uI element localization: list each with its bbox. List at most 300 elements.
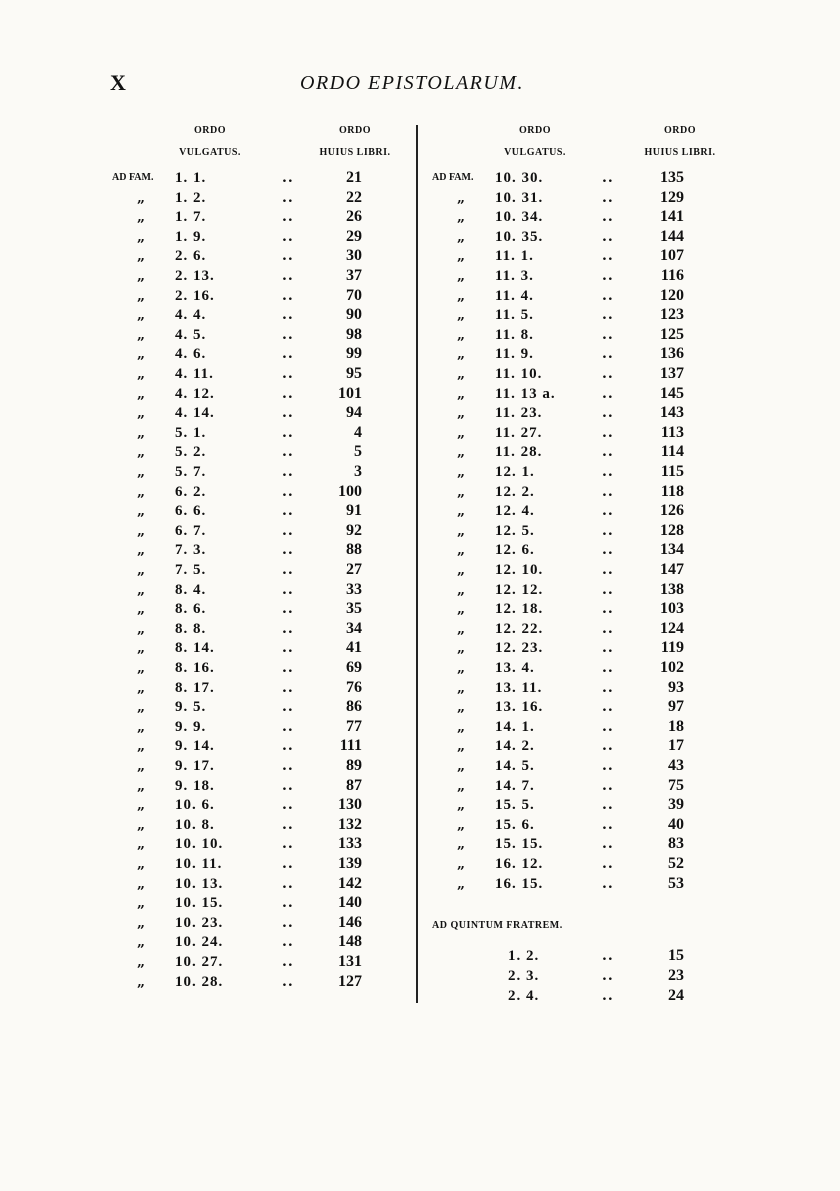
vulgatus-ref: 10. 8. bbox=[175, 816, 215, 833]
ditto-mark: „ bbox=[457, 718, 466, 735]
libri-number: 120 bbox=[660, 286, 684, 304]
leader-dots: .. bbox=[602, 948, 614, 964]
leader-dots: .. bbox=[602, 170, 614, 186]
libri-number: 23 bbox=[668, 967, 684, 984]
leader-dots: .. bbox=[282, 914, 294, 931]
vulgatus-ref: 2. 16. bbox=[175, 287, 215, 304]
ditto-mark: „ bbox=[457, 444, 466, 461]
table-row bbox=[112, 442, 472, 462]
vulgatus-ref: 5. 7. bbox=[175, 464, 207, 480]
leader-dots: .. bbox=[602, 836, 614, 853]
libri-number: 127 bbox=[338, 972, 362, 990]
ditto-mark: „ bbox=[137, 464, 146, 480]
table-row bbox=[432, 344, 792, 364]
left-head-libri-line2: HUIUS LIBRI. bbox=[319, 147, 391, 158]
table-row bbox=[112, 501, 472, 521]
vulgatus-ref: 11. 13 a. bbox=[495, 385, 556, 402]
leader-dots: .. bbox=[282, 307, 294, 324]
table-row bbox=[432, 207, 792, 227]
vulgatus-ref: 9. 5. bbox=[175, 699, 207, 716]
leader-dots: .. bbox=[282, 797, 294, 814]
libri-number: 147 bbox=[660, 561, 684, 578]
libri-number: 37 bbox=[346, 267, 362, 284]
libri-number: 95 bbox=[346, 365, 362, 382]
libri-number: 102 bbox=[660, 659, 684, 676]
ditto-mark: „ bbox=[457, 797, 466, 814]
leader-dots: .. bbox=[282, 170, 294, 186]
leader-dots: .. bbox=[602, 718, 614, 735]
table-row bbox=[112, 932, 472, 952]
leader-dots: .. bbox=[602, 189, 614, 206]
vulgatus-ref: 2. 13. bbox=[175, 268, 215, 284]
vulgatus-ref: 15. 5. bbox=[495, 797, 535, 814]
vulgatus-ref: 1. 2. bbox=[175, 189, 207, 206]
libri-number: 15 bbox=[668, 947, 684, 964]
table-row bbox=[432, 854, 792, 874]
ditto-mark: „ bbox=[457, 483, 466, 500]
ditto-mark: „ bbox=[457, 424, 466, 441]
table-row bbox=[432, 540, 792, 560]
leader-dots: .. bbox=[282, 836, 294, 853]
libri-number: 39 bbox=[668, 796, 684, 814]
vulgatus-ref: 11. 27. bbox=[495, 424, 543, 441]
vulgatus-ref: 10. 13. bbox=[175, 875, 224, 892]
ditto-mark: „ bbox=[457, 581, 466, 598]
libri-number: 137 bbox=[660, 365, 684, 382]
libri-number: 145 bbox=[660, 384, 684, 402]
libri-number: 53 bbox=[668, 874, 684, 892]
libri-number: 123 bbox=[660, 306, 684, 324]
vulgatus-ref: 12. 23. bbox=[495, 640, 544, 657]
ditto-mark: „ bbox=[137, 777, 146, 794]
leader-dots: .. bbox=[602, 856, 614, 872]
table-row bbox=[112, 795, 472, 815]
table-row bbox=[432, 325, 792, 345]
vulgatus-ref: 10. 6. bbox=[175, 797, 215, 814]
libri-number: 27 bbox=[346, 561, 362, 578]
ditto-mark: „ bbox=[137, 287, 146, 304]
vulgatus-ref: 13. 16. bbox=[495, 699, 544, 716]
leader-dots: .. bbox=[602, 248, 614, 265]
table-row bbox=[432, 697, 792, 717]
libri-number: 93 bbox=[668, 678, 684, 696]
vulgatus-ref: 10. 34. bbox=[495, 209, 544, 226]
libri-number: 75 bbox=[668, 776, 684, 794]
ditto-mark: „ bbox=[457, 699, 466, 716]
ditto-mark: „ bbox=[457, 503, 466, 520]
libri-number: 139 bbox=[338, 855, 362, 872]
leader-dots: .. bbox=[282, 483, 294, 500]
table-row bbox=[432, 364, 792, 384]
leader-dots: .. bbox=[282, 248, 294, 265]
table-row bbox=[112, 736, 472, 756]
leader-dots: .. bbox=[282, 973, 294, 990]
table-row bbox=[112, 188, 472, 208]
table-row bbox=[432, 423, 792, 443]
libri-number: 131 bbox=[338, 953, 362, 970]
libri-number: 125 bbox=[660, 325, 684, 343]
libri-number: 26 bbox=[346, 208, 362, 226]
libri-number: 86 bbox=[346, 698, 362, 716]
libri-number: 138 bbox=[660, 580, 684, 598]
leader-dots: .. bbox=[602, 581, 614, 598]
vulgatus-ref: 14. 2. bbox=[495, 738, 535, 755]
vulgatus-ref: 12. 12. bbox=[495, 581, 544, 598]
libri-number: 98 bbox=[346, 325, 362, 343]
ditto-mark: „ bbox=[137, 973, 146, 990]
table-row bbox=[432, 521, 792, 541]
ditto-mark: „ bbox=[457, 346, 466, 363]
leader-dots: .. bbox=[602, 601, 614, 618]
ditto-mark: „ bbox=[137, 738, 146, 755]
table-row bbox=[432, 266, 792, 286]
leader-dots: .. bbox=[602, 464, 614, 480]
table-row bbox=[432, 442, 792, 462]
leader-dots: .. bbox=[282, 385, 294, 402]
libri-number: 135 bbox=[660, 169, 684, 186]
ditto-mark: „ bbox=[137, 268, 146, 284]
vulgatus-ref: 4. 12. bbox=[175, 385, 215, 402]
vulgatus-ref: 8. 8. bbox=[175, 620, 207, 637]
ditto-mark: „ bbox=[457, 777, 466, 794]
table-row bbox=[112, 697, 472, 717]
ditto-mark: „ bbox=[137, 542, 146, 559]
leader-dots: .. bbox=[282, 777, 294, 794]
leader-dots: .. bbox=[282, 562, 294, 578]
vulgatus-ref: 13. 11. bbox=[495, 679, 543, 696]
leader-dots: .. bbox=[282, 934, 294, 951]
leader-dots: .. bbox=[602, 209, 614, 226]
table-row bbox=[432, 946, 792, 966]
leader-dots: .. bbox=[282, 287, 294, 304]
ditto-mark: „ bbox=[137, 660, 146, 676]
vulgatus-ref: 12. 5. bbox=[495, 522, 535, 539]
vulgatus-ref: 8. 14. bbox=[175, 640, 215, 657]
right-head-libri bbox=[625, 120, 735, 164]
leader-dots: .. bbox=[282, 522, 294, 539]
ditto-mark: „ bbox=[137, 444, 146, 461]
table-row bbox=[112, 344, 472, 364]
ditto-mark: „ bbox=[137, 346, 146, 363]
vulgatus-ref: 11. 3. bbox=[495, 268, 534, 284]
leader-dots: .. bbox=[282, 738, 294, 755]
libri-number: 126 bbox=[660, 502, 684, 520]
leader-dots: .. bbox=[602, 483, 614, 500]
leader-dots: .. bbox=[602, 287, 614, 304]
vulgatus-ref: 4. 14. bbox=[175, 405, 215, 422]
table-row bbox=[112, 462, 472, 482]
vulgatus-ref: 9. 14. bbox=[175, 738, 215, 755]
libri-number: 52 bbox=[668, 855, 684, 872]
table-row bbox=[112, 619, 472, 639]
libri-number: 113 bbox=[660, 423, 684, 441]
leader-dots: .. bbox=[282, 620, 294, 637]
vulgatus-ref: 11. 1. bbox=[495, 248, 534, 265]
vulgatus-ref: 10. 27. bbox=[175, 954, 224, 970]
libri-number: 18 bbox=[668, 717, 684, 735]
leader-dots: .. bbox=[602, 875, 614, 892]
table-row bbox=[432, 482, 792, 502]
table-row bbox=[112, 384, 472, 404]
table-row bbox=[112, 599, 472, 619]
ditto-mark: „ bbox=[137, 895, 146, 912]
leader-dots: .. bbox=[602, 268, 614, 284]
table-row bbox=[432, 986, 792, 1006]
ditto-mark: „ bbox=[457, 307, 466, 324]
ditto-mark: „ bbox=[137, 699, 146, 716]
table-row bbox=[112, 776, 472, 796]
leader-dots: .. bbox=[282, 268, 294, 284]
ditto-mark: „ bbox=[457, 405, 466, 422]
row-prefix: AD FAM. bbox=[112, 172, 154, 183]
leader-dots: .. bbox=[282, 816, 294, 833]
ditto-mark: „ bbox=[457, 366, 466, 382]
vulgatus-ref: 1. 9. bbox=[175, 228, 207, 245]
libri-number: 129 bbox=[660, 188, 684, 206]
ditto-mark: „ bbox=[457, 601, 466, 618]
vulgatus-ref: 1. 7. bbox=[175, 209, 207, 226]
row-prefix: AD FAM. bbox=[432, 172, 474, 183]
ditto-mark: „ bbox=[137, 522, 146, 539]
table-row bbox=[112, 913, 472, 933]
vulgatus-ref: 10. 31. bbox=[495, 189, 544, 206]
leader-dots: .. bbox=[282, 228, 294, 245]
ditto-mark: „ bbox=[137, 718, 146, 735]
leader-dots: .. bbox=[602, 797, 614, 814]
table-row bbox=[112, 403, 472, 423]
leader-dots: .. bbox=[602, 699, 614, 716]
vulgatus-ref: 10. 28. bbox=[175, 973, 224, 990]
ditto-mark: „ bbox=[457, 816, 466, 833]
table-row bbox=[432, 966, 792, 986]
leader-dots: .. bbox=[602, 307, 614, 324]
leader-dots: .. bbox=[282, 640, 294, 657]
vulgatus-ref: 11. 5. bbox=[495, 307, 534, 324]
table-row bbox=[112, 717, 472, 737]
right-head-vulgatus bbox=[480, 120, 590, 164]
libri-number: 142 bbox=[338, 874, 362, 892]
leader-dots: .. bbox=[282, 699, 294, 716]
vulgatus-ref: 12. 1. bbox=[495, 464, 535, 480]
table-row bbox=[432, 658, 792, 678]
libri-number: 132 bbox=[338, 815, 362, 833]
vulgatus-ref: 11. 4. bbox=[495, 287, 534, 304]
vulgatus-ref: 9. 17. bbox=[175, 758, 215, 774]
ditto-mark: „ bbox=[137, 248, 146, 265]
leader-dots: .. bbox=[282, 503, 294, 520]
vulgatus-ref: 10. 10. bbox=[175, 836, 224, 853]
table-row bbox=[432, 286, 792, 306]
left-head-vulgatus-line2: VULGATUS. bbox=[179, 147, 241, 158]
leader-dots: .. bbox=[282, 856, 294, 872]
vulgatus-ref: 8. 4. bbox=[175, 581, 207, 598]
ditto-mark: „ bbox=[137, 954, 146, 970]
vulgatus-ref: 8. 16. bbox=[175, 660, 215, 676]
leader-dots: .. bbox=[602, 444, 614, 461]
table-row bbox=[432, 501, 792, 521]
vulgatus-ref: 2. 6. bbox=[175, 248, 207, 265]
ditto-mark: „ bbox=[137, 856, 146, 872]
table-row bbox=[112, 972, 472, 992]
leader-dots: .. bbox=[602, 777, 614, 794]
table-row bbox=[112, 952, 472, 972]
ditto-mark: „ bbox=[457, 326, 466, 343]
vulgatus-ref: 11. 28. bbox=[495, 444, 543, 461]
vulgatus-ref: 4. 11. bbox=[175, 366, 214, 382]
ditto-mark: „ bbox=[137, 326, 146, 343]
table-row bbox=[432, 678, 792, 698]
vulgatus-ref: 16. 15. bbox=[495, 875, 544, 892]
vulgatus-ref: 5. 1. bbox=[175, 424, 207, 441]
libri-number: 41 bbox=[346, 639, 362, 657]
libri-number: 91 bbox=[346, 502, 362, 520]
leader-dots: .. bbox=[282, 679, 294, 696]
libri-number: 17 bbox=[668, 737, 684, 755]
table-row bbox=[112, 286, 472, 306]
libri-number: 21 bbox=[346, 169, 362, 186]
table-row bbox=[432, 403, 792, 423]
ditto-mark: „ bbox=[457, 189, 466, 206]
table-row bbox=[432, 776, 792, 796]
ditto-mark: „ bbox=[457, 875, 466, 892]
vulgatus-ref: 14. 1. bbox=[495, 718, 535, 735]
table-row bbox=[112, 756, 472, 776]
ditto-mark: „ bbox=[137, 385, 146, 402]
leader-dots: .. bbox=[602, 988, 614, 1004]
vulgatus-ref: 11. 23. bbox=[495, 405, 543, 422]
ditto-mark: „ bbox=[457, 209, 466, 226]
leader-dots: .. bbox=[602, 640, 614, 657]
table-row bbox=[112, 227, 472, 247]
leader-dots: .. bbox=[282, 405, 294, 422]
ditto-mark: „ bbox=[137, 562, 146, 578]
vulgatus-ref: 2. 3. bbox=[508, 968, 540, 984]
libri-number: 99 bbox=[346, 345, 362, 363]
leader-dots: .. bbox=[602, 562, 614, 578]
libri-number: 22 bbox=[346, 188, 362, 206]
table-row bbox=[112, 364, 472, 384]
leader-dots: .. bbox=[602, 522, 614, 539]
vulgatus-ref: 6. 6. bbox=[175, 503, 207, 520]
libri-number: 97 bbox=[668, 698, 684, 716]
left-head-libri bbox=[300, 120, 410, 164]
table-row bbox=[112, 834, 472, 854]
leader-dots: .. bbox=[602, 758, 614, 774]
ditto-mark: „ bbox=[457, 679, 466, 696]
vulgatus-ref: 12. 4. bbox=[495, 503, 535, 520]
right-head-vulgatus-line1: ORDO bbox=[519, 125, 551, 136]
ditto-mark: „ bbox=[137, 209, 146, 226]
leader-dots: .. bbox=[602, 385, 614, 402]
libri-number: 140 bbox=[338, 894, 362, 912]
vulgatus-ref: 13. 4. bbox=[495, 660, 535, 676]
leader-dots: .. bbox=[602, 503, 614, 520]
libri-number: 92 bbox=[346, 521, 362, 539]
table-row bbox=[112, 266, 472, 286]
table-row bbox=[112, 325, 472, 345]
ditto-mark: „ bbox=[457, 522, 466, 539]
libri-number: 116 bbox=[660, 267, 684, 284]
ditto-mark: „ bbox=[137, 934, 146, 951]
table-row bbox=[432, 795, 792, 815]
table-row bbox=[112, 305, 472, 325]
leader-dots: .. bbox=[602, 405, 614, 422]
leader-dots: .. bbox=[602, 228, 614, 245]
table-row bbox=[112, 423, 472, 443]
leader-dots: .. bbox=[282, 542, 294, 559]
table-row bbox=[432, 580, 792, 600]
ditto-mark: „ bbox=[137, 307, 146, 324]
leader-dots: .. bbox=[282, 189, 294, 206]
libri-number: 101 bbox=[338, 384, 362, 402]
ditto-mark: „ bbox=[457, 758, 466, 774]
libri-number: 119 bbox=[660, 639, 684, 657]
vulgatus-ref: 1. 1. bbox=[175, 170, 207, 186]
right-head-vulgatus-line2: VULGATUS. bbox=[504, 147, 566, 158]
table-row bbox=[112, 893, 472, 913]
table-row bbox=[432, 717, 792, 737]
vulgatus-ref: 12. 10. bbox=[495, 562, 544, 578]
table-row bbox=[432, 638, 792, 658]
leader-dots: .. bbox=[282, 346, 294, 363]
ditto-mark: „ bbox=[457, 640, 466, 657]
vulgatus-ref: 10. 11. bbox=[175, 856, 223, 872]
table-row bbox=[432, 874, 792, 894]
libri-number: 94 bbox=[346, 404, 362, 422]
ditto-mark: „ bbox=[457, 228, 466, 245]
ditto-mark: „ bbox=[457, 620, 466, 637]
leader-dots: .. bbox=[602, 968, 614, 984]
vulgatus-ref: 8. 17. bbox=[175, 679, 215, 696]
vulgatus-ref: 11. 8. bbox=[495, 326, 534, 343]
table-row bbox=[432, 227, 792, 247]
leader-dots: .. bbox=[602, 424, 614, 441]
ditto-mark: „ bbox=[137, 366, 146, 382]
vulgatus-ref: 4. 5. bbox=[175, 326, 207, 343]
ditto-mark: „ bbox=[137, 424, 146, 441]
libri-number: 88 bbox=[346, 541, 362, 559]
libri-number: 133 bbox=[338, 835, 362, 853]
ditto-mark: „ bbox=[137, 640, 146, 657]
ditto-mark: „ bbox=[457, 542, 466, 559]
table-row bbox=[432, 736, 792, 756]
table-row bbox=[112, 580, 472, 600]
ditto-mark: „ bbox=[457, 562, 466, 578]
libri-number: 118 bbox=[660, 482, 684, 500]
libri-number: 114 bbox=[660, 443, 684, 461]
ditto-mark: „ bbox=[457, 836, 466, 853]
leader-dots: .. bbox=[282, 601, 294, 618]
ditto-mark: „ bbox=[137, 914, 146, 931]
vulgatus-ref: 4. 4. bbox=[175, 307, 207, 324]
libri-number: 4 bbox=[354, 423, 362, 441]
vulgatus-ref: 1. 2. bbox=[508, 948, 540, 964]
libri-number: 143 bbox=[660, 404, 684, 422]
table-row bbox=[432, 188, 792, 208]
table-row bbox=[112, 638, 472, 658]
vulgatus-ref: 10. 15. bbox=[175, 895, 224, 912]
libri-number: 100 bbox=[338, 482, 362, 500]
libri-number: 103 bbox=[660, 600, 684, 618]
ditto-mark: „ bbox=[457, 268, 466, 284]
libri-number: 24 bbox=[668, 987, 684, 1004]
running-title: ORDO EPISTOLARUM. bbox=[300, 72, 525, 94]
vulgatus-ref: 12. 6. bbox=[495, 542, 535, 559]
vulgatus-ref: 5. 2. bbox=[175, 444, 207, 461]
ditto-mark: „ bbox=[457, 660, 466, 676]
ditto-mark: „ bbox=[457, 287, 466, 304]
ditto-mark: „ bbox=[137, 758, 146, 774]
